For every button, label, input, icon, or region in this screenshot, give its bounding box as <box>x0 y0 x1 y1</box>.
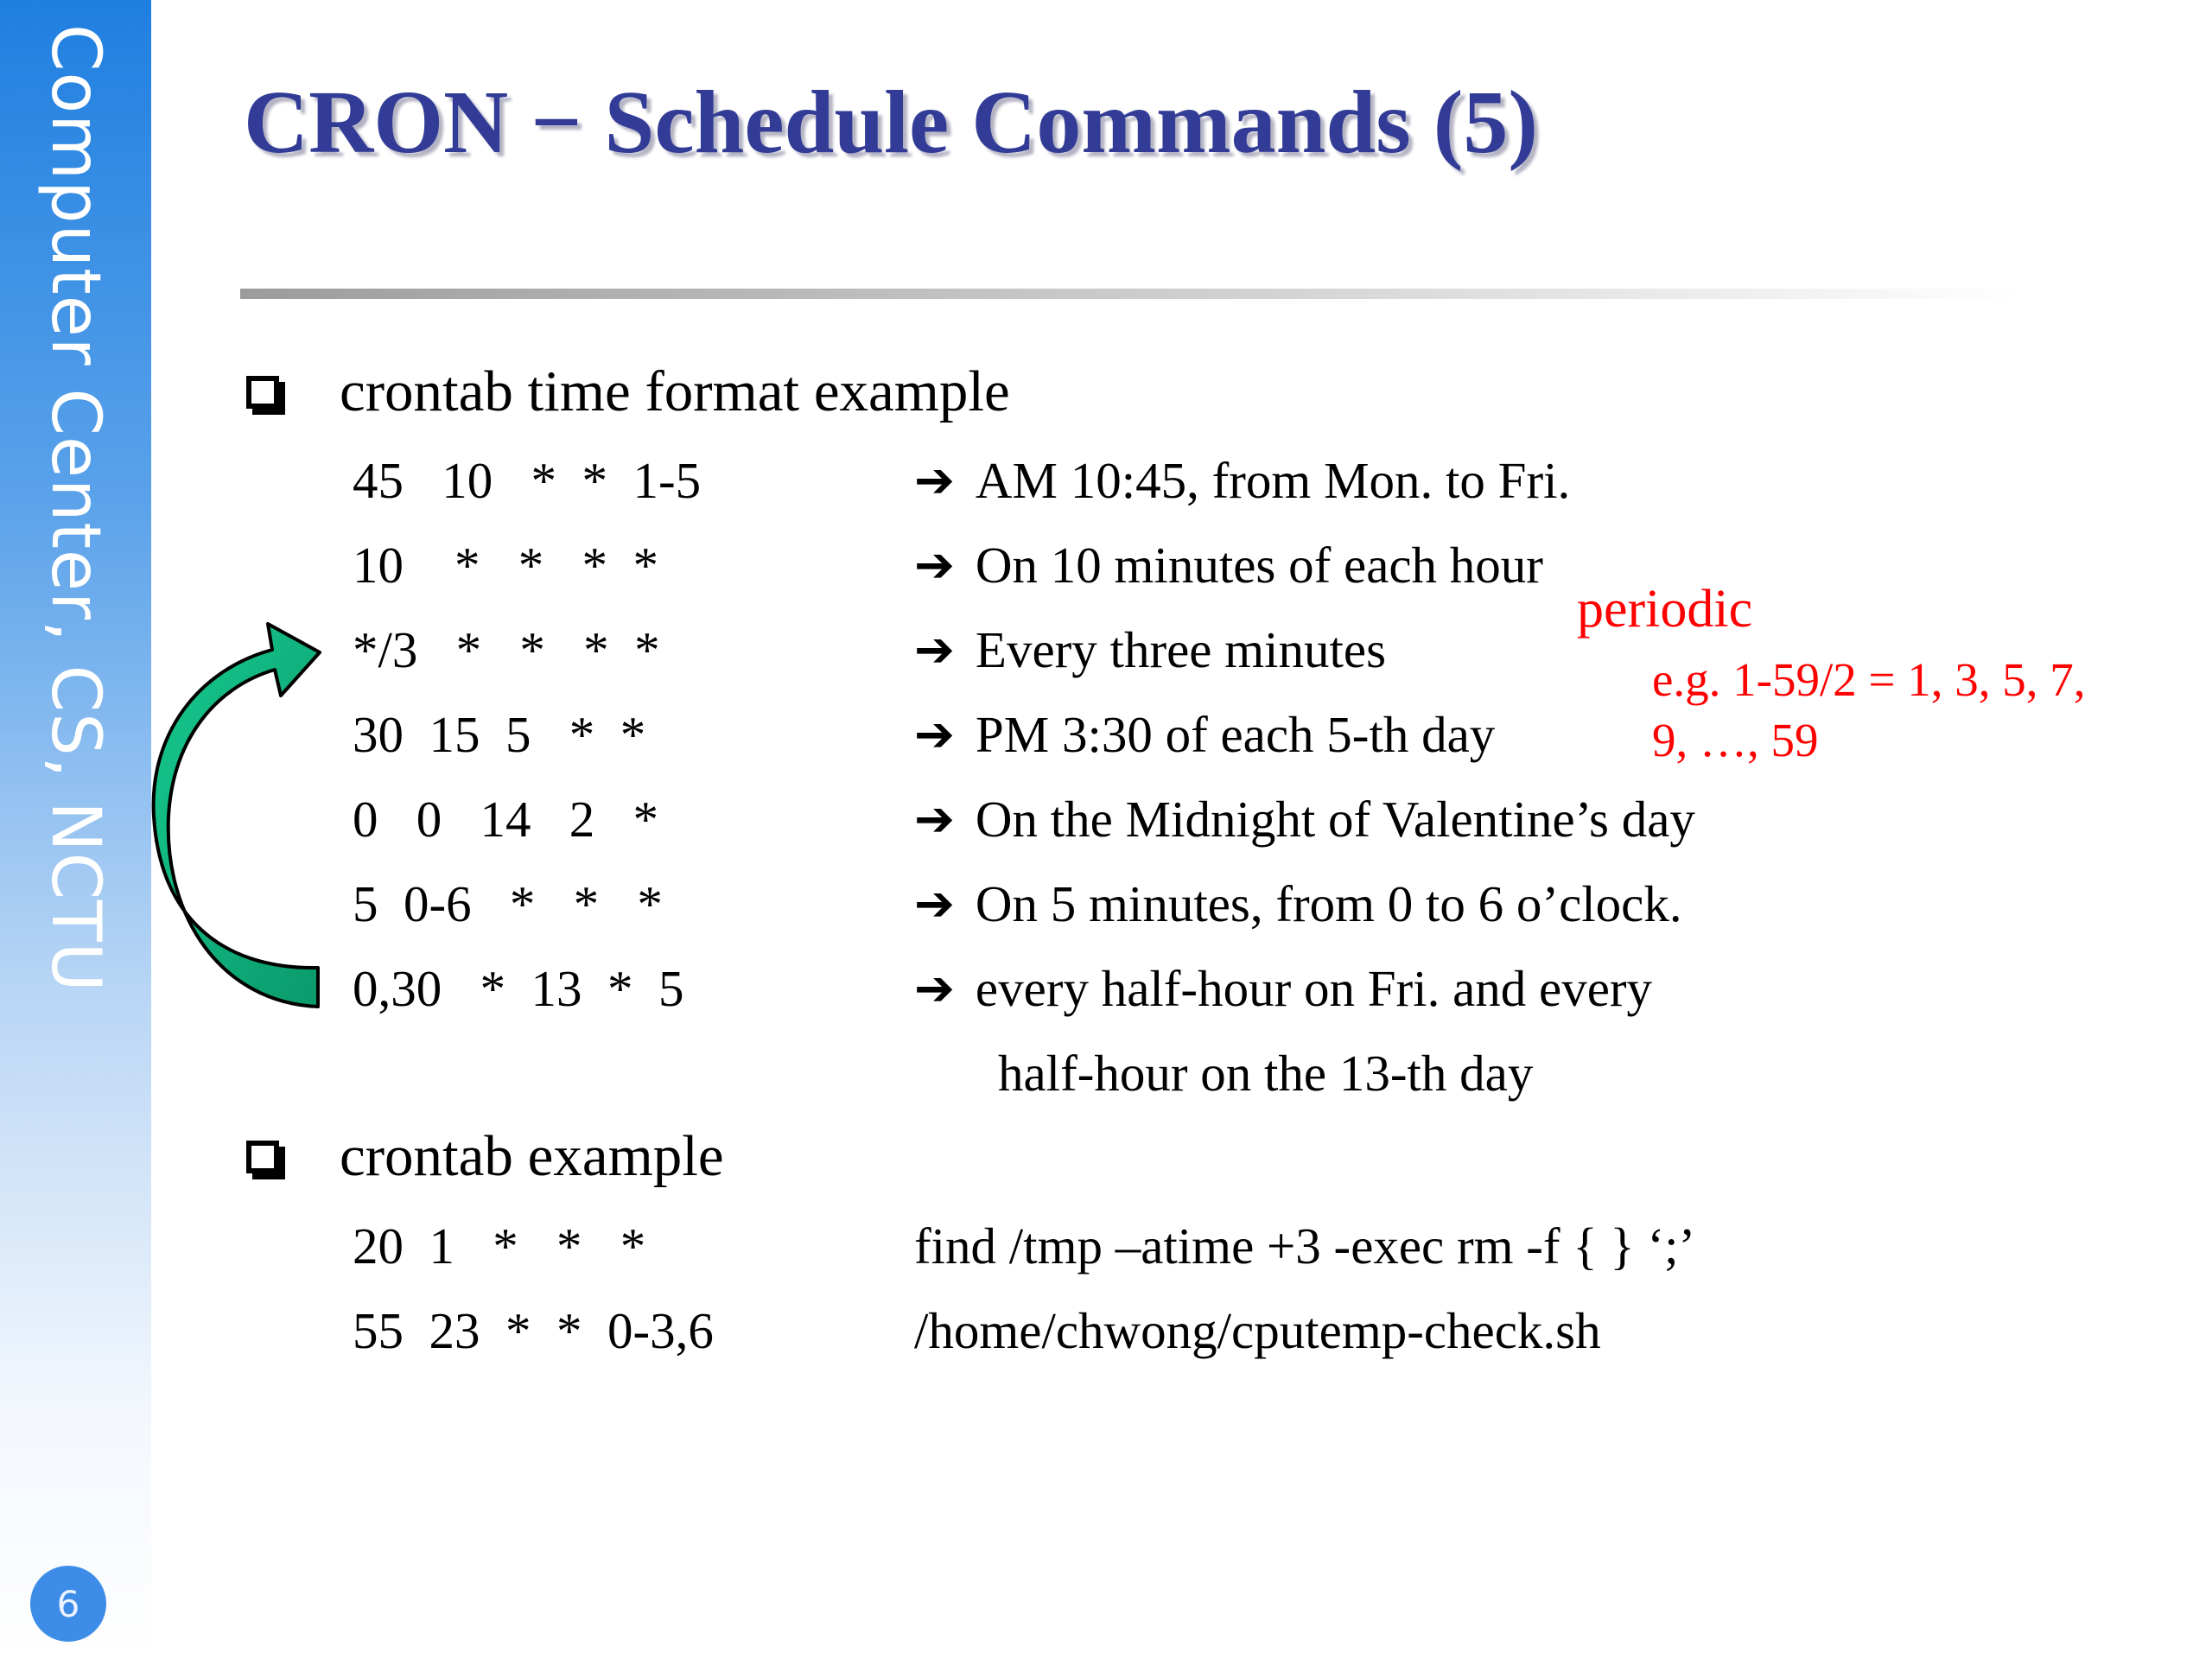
cron-expression: 0,30 * 13 * 5 <box>353 960 684 1017</box>
cron-expression: 20 1 * * * <box>353 1217 646 1274</box>
description-text: On 10 minutes of each hour <box>975 537 1543 594</box>
description-text: On 5 minutes, from 0 to 6 o’clock. <box>975 875 1682 932</box>
cron-expression: 55 23 * * 0-3,6 <box>353 1302 714 1359</box>
section-heading: crontab time format example <box>340 359 1010 423</box>
description-text: Every three minutes <box>975 621 1387 678</box>
checkbox-bullet-icon <box>246 1141 279 1173</box>
description-text: every half-hour on Fri. and every <box>975 960 1653 1017</box>
right-arrow-icon: ➔ <box>914 876 955 932</box>
cron-expression: 30 15 5 * * <box>353 706 646 763</box>
cron-expression: 0 0 14 2 * <box>353 791 658 848</box>
cron-expression: */3 * * * * <box>353 621 660 678</box>
cron-command: /home/chwong/cputemp-check.sh <box>914 1302 1601 1359</box>
cron-expression: 5 0-6 * * * <box>353 875 663 932</box>
periodic-label: periodic <box>1577 580 1753 639</box>
right-arrow-icon: ➔ <box>914 961 955 1017</box>
page-number-badge: 6 <box>30 1566 106 1642</box>
cron-expression: 45 10 * * 1-5 <box>353 452 702 509</box>
right-arrow-icon: ➔ <box>914 622 955 678</box>
cron-command: find /tmp –atime +3 -exec rm -f { } ‘;’ <box>914 1217 1696 1274</box>
description-continuation: half-hour on the 13-th day <box>998 1045 1534 1102</box>
right-arrow-icon: ➔ <box>914 537 955 594</box>
periodic-example-line1: e.g. 1-59/2 = 1, 3, 5, 7, <box>1652 653 2086 706</box>
section-heading: crontab example <box>340 1124 724 1188</box>
periodic-example-line2: 9, …, 59 <box>1652 714 1819 766</box>
right-arrow-icon: ➔ <box>914 707 955 763</box>
description-text: On the Midnight of Valentine’s day <box>975 791 1695 848</box>
cron-expression: 10 * * * * <box>353 537 658 594</box>
sidebar-label: Computer Center, CS, NCTU <box>36 24 114 993</box>
description-text: PM 3:30 of each 5-th day <box>975 706 1496 763</box>
right-arrow-icon: ➔ <box>914 791 955 848</box>
bullet-crontab-example <box>246 1123 724 1190</box>
slide-title: CRON − Schedule Commands (5) <box>244 73 1538 172</box>
right-arrow-icon: ➔ <box>914 453 955 509</box>
description-text: AM 10:45, from Mon. to Fri. <box>975 452 1571 509</box>
